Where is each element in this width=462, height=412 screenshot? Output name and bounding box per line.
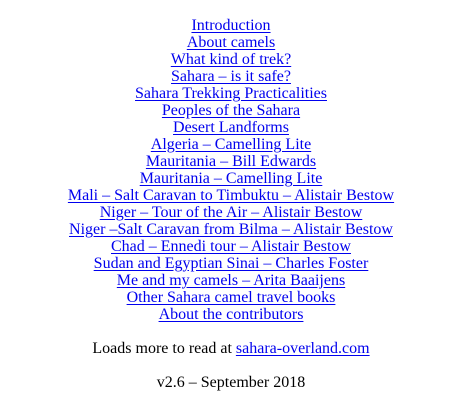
toc-link-mauritania-edwards[interactable]: Mauritania – Bill Edwards <box>145 153 317 170</box>
toc-item-me-and-my-camels <box>0 272 462 289</box>
toc-link-about-camels[interactable]: About camels <box>186 34 276 51</box>
toc-item-niger-bilma <box>0 221 462 238</box>
read-more-line <box>0 340 462 357</box>
toc-link-mali[interactable]: Mali – Salt Caravan to Timbuktu – Alistair Bestow <box>67 187 395 204</box>
toc-link-contributors[interactable]: About the contributors <box>158 306 304 323</box>
toc-item-mauritania-edwards <box>0 153 462 170</box>
toc-link-algeria[interactable]: Algeria – Camelling Lite <box>150 136 312 153</box>
toc-link-mauritania-lite[interactable]: Mauritania – Camelling Lite <box>139 170 323 187</box>
toc-item-introduction <box>0 17 462 34</box>
read-more-text: Loads more to read at <box>92 340 236 357</box>
toc-item-algeria <box>0 136 462 153</box>
version-label: v2.6 – September 2018 <box>156 374 306 391</box>
toc-item-is-it-safe <box>0 68 462 85</box>
toc-item-landforms <box>0 119 462 136</box>
toc-link-niger-air[interactable]: Niger – Tour of the Air – Alistair Bestow <box>99 204 363 221</box>
toc-item-sudan-sinai <box>0 255 462 272</box>
toc-item-other-books <box>0 289 462 306</box>
toc-item-chad <box>0 238 462 255</box>
toc-link-introduction[interactable]: Introduction <box>191 17 271 34</box>
toc-link-niger-bilma[interactable]: Niger –Salt Caravan from Bilma – Alistair Bestow <box>69 221 393 238</box>
toc-item-peoples <box>0 102 462 119</box>
toc-link-what-kind-of-trek[interactable]: What kind of trek? <box>170 51 292 68</box>
toc-item-mali <box>0 187 462 204</box>
toc-link-chad[interactable]: Chad – Ennedi tour – Alistair Bestow <box>111 238 351 255</box>
toc-item-mauritania-lite <box>0 170 462 187</box>
toc-item-contributors <box>0 306 462 323</box>
toc-item-practicalities <box>0 85 462 102</box>
toc-link-practicalities[interactable]: Sahara Trekking Practicalities <box>135 85 327 102</box>
toc-link-other-books[interactable]: Other Sahara camel travel books <box>126 289 336 306</box>
toc-link-sudan-sinai[interactable]: Sudan and Egyptian Sinai – Charles Foster <box>93 255 369 272</box>
toc-item-what-kind-of-trek <box>0 51 462 68</box>
toc-link-landforms[interactable]: Desert Landforms <box>173 119 289 136</box>
toc-item-about-camels <box>0 34 462 51</box>
toc-link-peoples[interactable]: Peoples of the Sahara <box>161 102 301 119</box>
toc-link-is-it-safe[interactable]: Sahara – is it safe? <box>171 68 291 85</box>
toc-item-niger-air <box>0 204 462 221</box>
sahara-overland-link[interactable]: sahara-overland.com <box>235 340 370 357</box>
toc-link-me-and-my-camels[interactable]: Me and my camels – Arita Baaijens <box>116 272 346 289</box>
